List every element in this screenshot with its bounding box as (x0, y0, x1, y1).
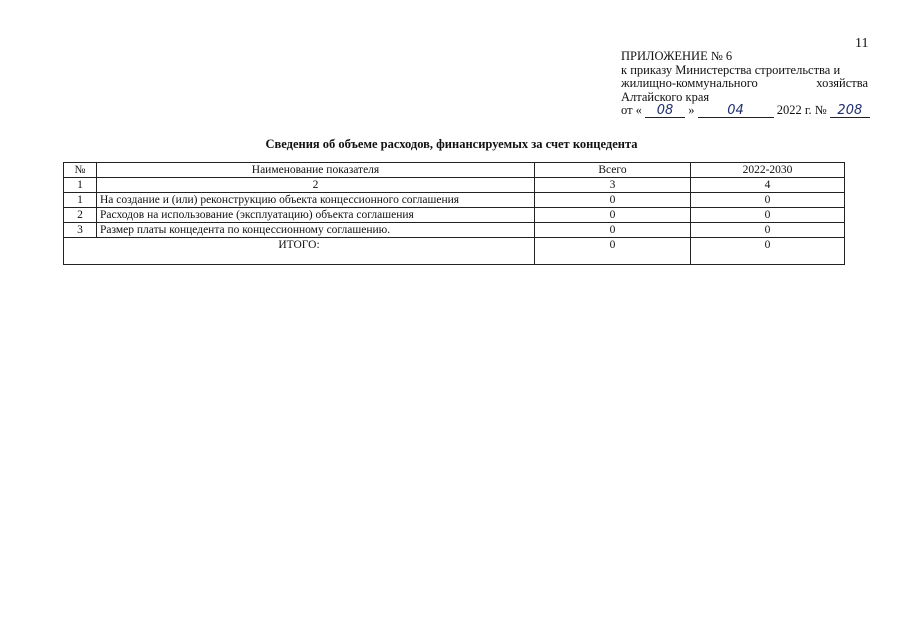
appendix-title: ПРИЛОЖЕНИЕ № 6 (621, 49, 733, 63)
row-period: 0 (691, 193, 845, 208)
appendix-line-2 (621, 77, 868, 91)
handwritten-month: 04 (698, 104, 774, 118)
expenses-table (63, 162, 845, 265)
header-period: 2022-2030 (691, 163, 845, 178)
index-cell: 3 (535, 178, 691, 193)
row-total: 0 (535, 193, 691, 208)
order-date-line (621, 104, 868, 118)
row-period: 0 (691, 223, 845, 238)
total-value: 0 (535, 238, 691, 265)
row-total: 0 (535, 223, 691, 238)
index-cell: 4 (691, 178, 845, 193)
table-header-row (64, 163, 845, 178)
date-mid: » (688, 103, 695, 117)
header-total: Всего (535, 163, 691, 178)
year-text: 2022 г. № (776, 103, 827, 117)
row-total: 0 (535, 208, 691, 223)
document-title: Сведения об объеме расходов, финансируемых за счет концедента (265, 137, 638, 151)
handwritten-order-number: 208 (830, 104, 870, 118)
total-period-value: 0 (691, 238, 845, 265)
handwritten-day: 08 (645, 104, 685, 118)
appendix-line-1-text: к приказу Министерства строительства и (621, 62, 841, 77)
row-indicator: Расходов на использование (эксплуатацию) объекта соглашения (97, 208, 535, 223)
index-cell: 2 (97, 178, 535, 193)
row-period: 0 (691, 208, 845, 223)
row-indicator: Размер платы концедента по концессионному соглашению. (97, 223, 535, 238)
appendix-line-3: Алтайского края (621, 89, 710, 104)
appendix-line-2-left: жилищно-коммунального (621, 76, 758, 90)
page-number: 11 (855, 36, 869, 51)
header-indicator: Наименование показателя (97, 163, 535, 178)
index-cell: 1 (64, 178, 97, 193)
row-number: 2 (64, 208, 97, 223)
row-number: 3 (64, 223, 97, 238)
table-row (64, 193, 845, 208)
row-number: 1 (64, 193, 97, 208)
total-label: ИТОГО: (64, 238, 535, 265)
table-row (64, 208, 845, 223)
date-prefix: от « (621, 103, 642, 117)
table-row (64, 223, 845, 238)
row-indicator: На создание и (или) реконструкцию объекта концессионного соглашения (97, 193, 535, 208)
header-number: № (64, 163, 97, 178)
appendix-line-1 (621, 64, 868, 78)
table-index-row (64, 178, 845, 193)
appendix-line-2-right: хозяйства (816, 76, 868, 90)
table-total-row (64, 238, 845, 265)
appendix-header (621, 50, 868, 118)
